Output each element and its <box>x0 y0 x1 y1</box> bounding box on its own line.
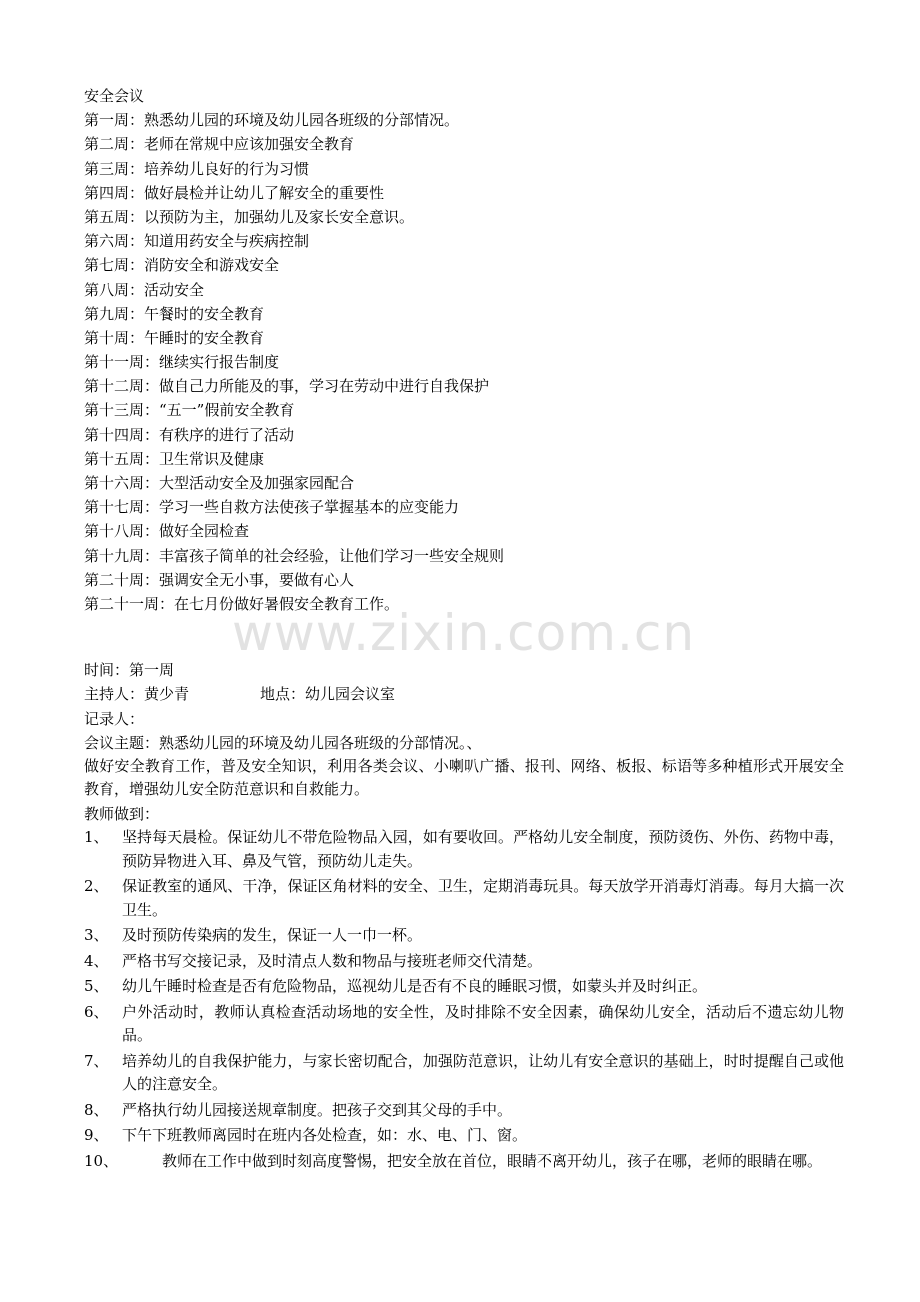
week-item: 第二十周：强调安全无小事，要做有心人 <box>84 570 355 589</box>
duty-item <box>84 1150 844 1174</box>
schedule-title: 安全会议 <box>84 87 145 105</box>
duty-item-number: 10、 <box>84 1151 119 1170</box>
duty-item-text: 培养幼儿的自我保护能力，与家长密切配合，加强防范意识，让幼儿有安全意识的基础上，时时提醒自己或他人的注意安全。 <box>122 1051 844 1094</box>
week-item: 第二十一周：在七月份做好暑假安全教育工作。 <box>84 594 400 613</box>
duty-item-text: 保证教室的通风、干净，保证区角材料的安全、卫生，定期消毒玩具。每天放学开消毒灯消毒。每月大搞一次卫生。 <box>122 877 844 919</box>
duty-item <box>84 975 844 999</box>
week-item: 第三周：培养幼儿良好的行为习惯 <box>84 159 310 178</box>
week-item: 第十五周：卫生常识及健康 <box>84 449 265 468</box>
duty-item-number: 5、 <box>84 977 109 996</box>
duty-item-text: 户外活动时，教师认真检查活动场地的安全性，及时排除不安全因素，确保幼儿安全，活动后不遗忘幼儿物品。 <box>122 1002 844 1045</box>
duty-item-text: 坚持每天晨检。保证幼儿不带危险物品入园，如有要收回。严格幼儿安全制度，预防烫伤、外伤、药物中毒，预防异物进入耳、鼻及气管，预防幼儿走失。 <box>122 828 844 870</box>
duty-item <box>84 1050 844 1097</box>
watermark: www.zixin.com.cn <box>232 604 696 662</box>
week-item: 第十一周：继续实行报告制度 <box>84 353 280 372</box>
duty-item-text: 严格书写交接记录，及时清点人数和物品与接班老师交代清楚。 <box>122 951 543 970</box>
week-item: 第六周：知道用药安全与疾病控制 <box>84 232 310 251</box>
duty-item-number: 6、 <box>84 1002 109 1021</box>
week-item: 第二周：老师在常规中应该加强安全教育 <box>84 135 355 154</box>
document-page <box>84 84 844 1175</box>
duty-item-text: 下午下班教师离园时在班内各处检查，如：水、电、门、窗。 <box>122 1126 528 1145</box>
teacher-duty-list <box>84 826 844 1173</box>
duty-item-number: 7、 <box>84 1051 109 1070</box>
duty-item-text: 及时预防传染病的发生，保证一人一巾一杯。 <box>122 926 423 945</box>
week-item: 第五周：以预防为主，加强幼儿及家长安全意识。 <box>84 207 415 226</box>
duty-item <box>84 826 844 873</box>
duty-item-text: 教师在工作中做到时刻高度警惕，把安全放在首位，眼睛不离开幼儿，孩子在哪，老师的眼睛在哪。 <box>162 1151 823 1170</box>
meeting-time: 时间：第一周 <box>84 661 175 680</box>
week-list <box>84 108 844 616</box>
week-item: 第九周：午餐时的安全教育 <box>84 304 265 323</box>
meeting-intro: 做好安全教育工作，普及安全知识，利用各类会议、小喇叭广播、报刊、网络、板报、标语等多种植形式开展安全教育，增强幼儿安全防范意识和自救能力。 <box>84 756 844 799</box>
meeting-host-location-row <box>84 682 844 706</box>
week-item: 第十九周：丰富孩子简单的社会经验，让他们学习一些安全规则 <box>84 546 505 565</box>
teacher-heading: 教师做到： <box>84 804 160 823</box>
week-item: 第十二周：做自己力所能及的事，学习在劳动中进行自我保护 <box>84 377 490 396</box>
week-item: 第四周：做好晨检并让幼儿了解安全的重要性 <box>84 183 385 202</box>
week-item: 第一周：熟悉幼儿园的环境及幼儿园各班级的分部情况。 <box>84 111 460 130</box>
duty-item <box>84 1099 844 1123</box>
week-item: 第十六周：大型活动安全及加强家园配合 <box>84 474 355 492</box>
duty-item-number: 4、 <box>84 951 109 970</box>
section-gap <box>84 616 844 658</box>
week-item: 第十八周：做好全园检查 <box>84 522 250 541</box>
duty-item-number: 3、 <box>84 926 109 945</box>
meeting-topic: 会议主题：熟悉幼儿园的环境及幼儿园各班级的分部情况。、 <box>84 733 482 752</box>
duty-item <box>84 1001 844 1048</box>
duty-item <box>84 924 844 948</box>
duty-item <box>84 1124 844 1148</box>
week-item: 第十四周：有秩序的进行了活动 <box>84 425 295 444</box>
week-item: 第十周：午睡时的安全教育 <box>84 328 265 347</box>
duty-item <box>84 950 844 974</box>
meeting-recorder: 记录人： <box>84 709 145 728</box>
duty-item-text: 严格执行幼儿园接送规章制度。把孩子交到其父母的手中。 <box>122 1100 513 1119</box>
week-item: 第八周：活动安全 <box>84 280 205 299</box>
week-item: 第七周：消防安全和游戏安全 <box>84 256 280 275</box>
week-item: 第十三周：“五一”假前安全教育 <box>84 401 295 420</box>
duty-item-number: 1、 <box>84 828 109 847</box>
week-item: 第十七周：学习一些自救方法使孩子掌握基本的应变能力 <box>84 498 460 517</box>
meeting-host: 主持人：黄少青 <box>84 685 190 704</box>
meeting-location: 地点：幼儿园会议室 <box>260 685 396 704</box>
duty-item-text: 幼儿午睡时检查是否有危险物品，巡视幼儿是否有不良的睡眠习惯，如蒙头并及时纠正。 <box>122 977 708 996</box>
duty-item <box>84 875 844 922</box>
duty-item-number: 2、 <box>84 877 109 896</box>
duty-item-number: 8、 <box>84 1100 109 1119</box>
duty-item-number: 9、 <box>84 1126 109 1145</box>
